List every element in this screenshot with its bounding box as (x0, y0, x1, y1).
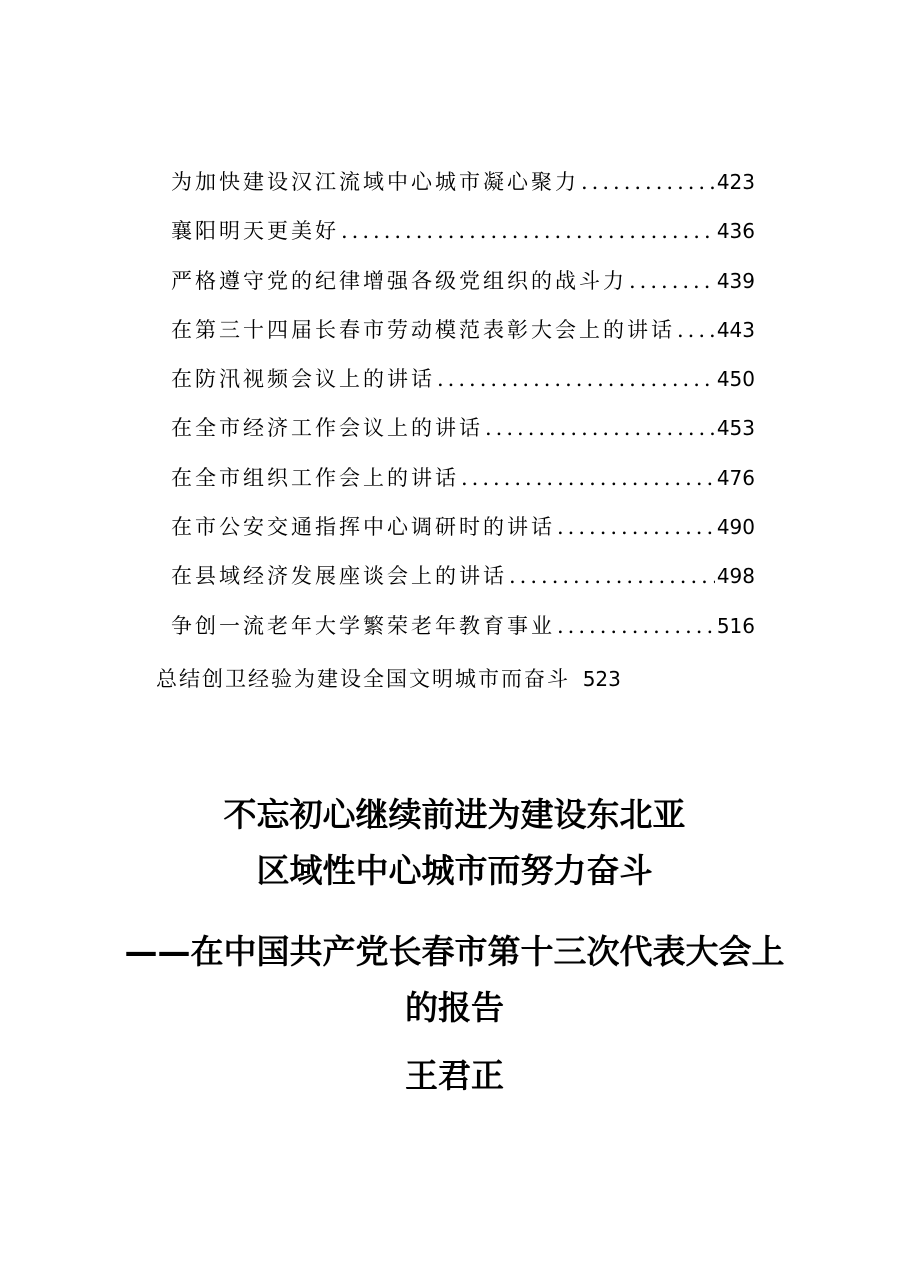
toc-leader-dots (677, 318, 715, 342)
toc-entry-title: 襄阳明天更美好 (171, 219, 339, 244)
toc-entry-title: 在市公安交通指挥中心调研时的讲话 (171, 515, 555, 540)
toc-leader-dots (557, 614, 715, 638)
toc-entry-page: 439 (716, 268, 755, 293)
toc-leader-dots (437, 367, 715, 391)
toc-leader-dots (557, 515, 715, 539)
article-subtitle-line2: 的报告 (405, 988, 504, 1027)
toc-leader-dots (629, 269, 715, 293)
toc-entry-page: 443 (716, 317, 755, 342)
toc-entry-last[interactable] (156, 663, 621, 693)
toc-entry[interactable] (171, 511, 755, 560)
toc-entry-title: 在全市经济工作会议上的讲话 (171, 416, 483, 441)
toc-entry-page: 516 (716, 613, 755, 638)
toc-entry-title: 总结创卫经验为建设全国文明城市而奋斗 (156, 667, 570, 691)
toc-entry-page: 523 (582, 667, 621, 691)
toc-entry-title: 在第三十四届长春市劳动模范表彰大会上的讲话 (171, 317, 675, 342)
toc-entry[interactable] (171, 166, 755, 215)
toc-entry-page: 450 (716, 367, 755, 392)
toc-entry-title: 在防汛视频会议上的讲话 (171, 367, 435, 392)
toc-entry-title: 为加快建设汉江流域中心城市凝心聚力 (171, 170, 579, 194)
toc-leader-dots (461, 466, 715, 490)
toc-leader-dots (341, 219, 715, 243)
toc-entry[interactable] (171, 265, 755, 314)
toc-entry-title: 在全市组织工作会上的讲话 (171, 465, 459, 490)
article-author: 王君正 (405, 1056, 504, 1095)
toc-entry-page: 436 (716, 219, 755, 244)
toc-entry-page: 476 (716, 465, 755, 490)
table-of-contents (171, 166, 755, 659)
article-subtitle-line1: ——在中国共产党长春市第十三次代表大会上 (124, 932, 785, 971)
article-title-line1: 不忘初心继续前进为建设东北亚 (223, 795, 686, 834)
toc-entry[interactable] (171, 314, 755, 363)
toc-entry-page: 490 (716, 515, 755, 540)
toc-entry[interactable] (171, 462, 755, 511)
article-title (0, 787, 909, 899)
article-title-line2: 区域性中心城市而努力奋斗 (256, 851, 653, 890)
toc-entry-page: 498 (716, 564, 755, 589)
toc-leader-dots (581, 170, 715, 194)
toc-entry[interactable] (171, 610, 755, 659)
toc-entry-title: 争创一流老年大学繁荣老年教育事业 (171, 613, 555, 638)
toc-leader-dots (485, 416, 715, 440)
toc-entry-title: 严格遵守党的纪律增强各级党组织的战斗力 (171, 268, 627, 293)
toc-entry[interactable] (171, 363, 755, 412)
toc-entry[interactable] (171, 412, 755, 461)
toc-leader-dots (509, 564, 715, 588)
toc-entry[interactable] (171, 560, 755, 609)
toc-entry-page: 453 (716, 416, 755, 441)
toc-entry-page: 423 (716, 170, 755, 194)
toc-entry-title: 在县域经济发展座谈会上的讲话 (171, 564, 507, 589)
toc-entry[interactable] (171, 215, 755, 264)
article-subtitle (0, 924, 909, 1036)
